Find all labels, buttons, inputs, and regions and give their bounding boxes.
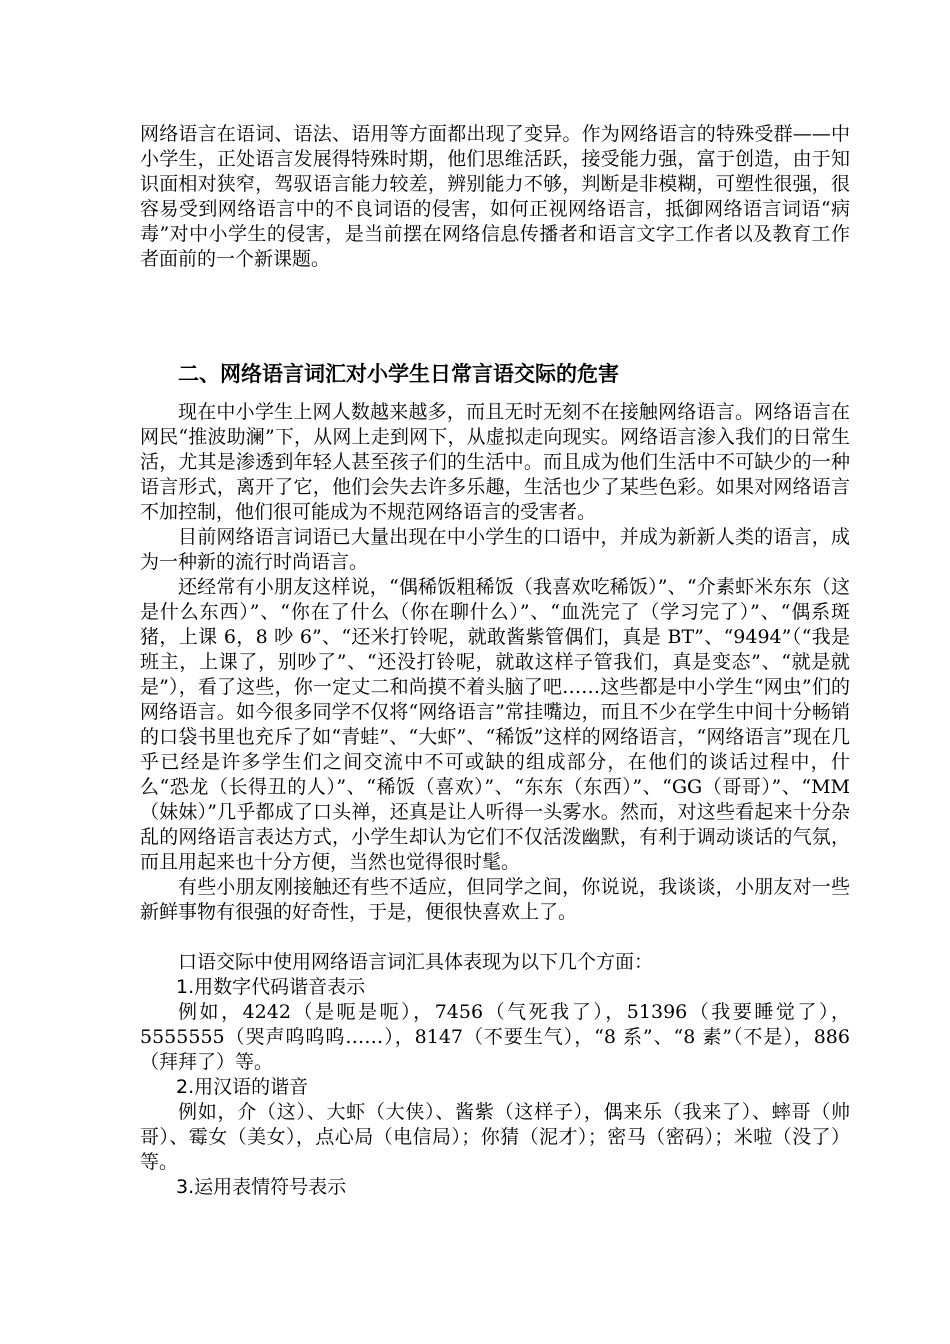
body-paragraph: 有些小朋友刚接触还有些不适应，但同学之间，你说说，我谈谈，小朋友对一些新鲜事物有很强的好奇性，于是，便很快喜欢上了。 [140, 876, 850, 923]
section-heading: 二、网络语言词汇对小学生日常言语交际的危害 [178, 362, 619, 386]
paragraph-gap [140, 925, 850, 950]
list-item-title: 3.运用表情符号表示 [176, 1176, 347, 1198]
list-item-title: 2.用汉语的谐音 [176, 1076, 309, 1098]
intro-block [140, 122, 850, 272]
body-paragraph: 现在中小学生上网人数越来越多，而且无时无刻不在接触网络语言。网络语言在网民“推波助澜”下，从网上走到网下，从虚拟走向现实。网络语言渗入我们的日常生活，尤其是渗透到年轻人甚至孩子们的生活中。而且成为他们生活中不可缺少的一种语言形式，离开了它，他们会失去许多乐趣，生活也少了某些色彩。如果对网络语言不加控制，他们很可能成为不规范网络语言的受害者。 [140, 401, 850, 523]
list-item-title: 1.用数字代码谐音表示 [176, 976, 366, 998]
list-item-example: 例如，4242（是呃是呃），7456（气死我了），51396（我要睡觉了），5555555（哭声呜呜呜……），8147（不要生气），“8 系”、“8 素”（不是），886（拜拜了）等。 [140, 1001, 850, 1073]
list-intro: 口语交际中使用网络语言词汇具体表现为以下几个方面： [178, 951, 654, 973]
body-paragraph: 还经常有小朋友这样说，“偶稀饭粗稀饭（我喜欢吃稀饭）”、“介素虾米东东（这是什么东西）”、“你在了什么（你在聊什么）”、“血洗完了（学习完了）”、“偶系斑猪，上课 6，8 吵 6”、“还米打铃呢，就敢酱紫管偶们，真是 BT”、“9494”（“我是班主，上课了，别吵了”、“还没打铃呢，就敢这样子管我们，真是变态”、“就是就是”），看了这些，你一定丈二和尚摸不着头脑了吧……这些都是中小学生“网虫”们的网络语言。如今很多同学不仅将“网络语言”常挂嘴边，而且不少在学生中间十分畅销的口袋书里也充斥了如“青蛙”、“大虾”、“稀饭”这样的网络语言，“网络语言”现在几乎已经是许多学生们之间交流中不可或缺的组成部分，在他们的谈话过程中，什么“恐龙（长得丑的人）”、“稀饭（喜欢）”、“东东（东西）”、“GG（哥哥）”、“MM（妹妹）”几乎都成了口头禅，还真是让人听得一头雾水。然而，对这些看起来十分杂乱的网络语言表达方式，小学生却认为它们不仅活泼幽默，有利于调动谈话的气氛，而且用起来也十分方便，当然也觉得很时髦。 [140, 576, 850, 873]
section-body [140, 400, 850, 1200]
intro-paragraph: 网络语言在语词、语法、语用等方面都出现了变异。作为网络语言的特殊受群——中小学生，正处语言发展得特殊时期，他们思维活跃，接受能力强，富于创造，由于知识面相对狭窄，驾驭语言能力较差，辨别能力不够，判断是非模糊，可塑性很强，很容易受到网络语言中的不良词语的侵害，如何正视网络语言，抵御网络语言词语“病毒”对中小学生的侵害，是当前摆在网络信息传播者和语言文字工作者以及教育工作者面前的一个新课题。 [140, 123, 850, 270]
list-item-example: 例如，介（这）、大虾（大侠）、酱紫（这样子），偶来乐（我来了）、蟀哥（帅哥）、霉女（美女），点心局（电信局）；你猜（泥才）；密马（密码）；米啦（没了）等。 [140, 1101, 850, 1173]
body-paragraph: 目前网络语言词语已大量出现在中小学生的口语中，并成为新新人类的语言，成为一种新的流行时尚语言。 [140, 526, 850, 573]
